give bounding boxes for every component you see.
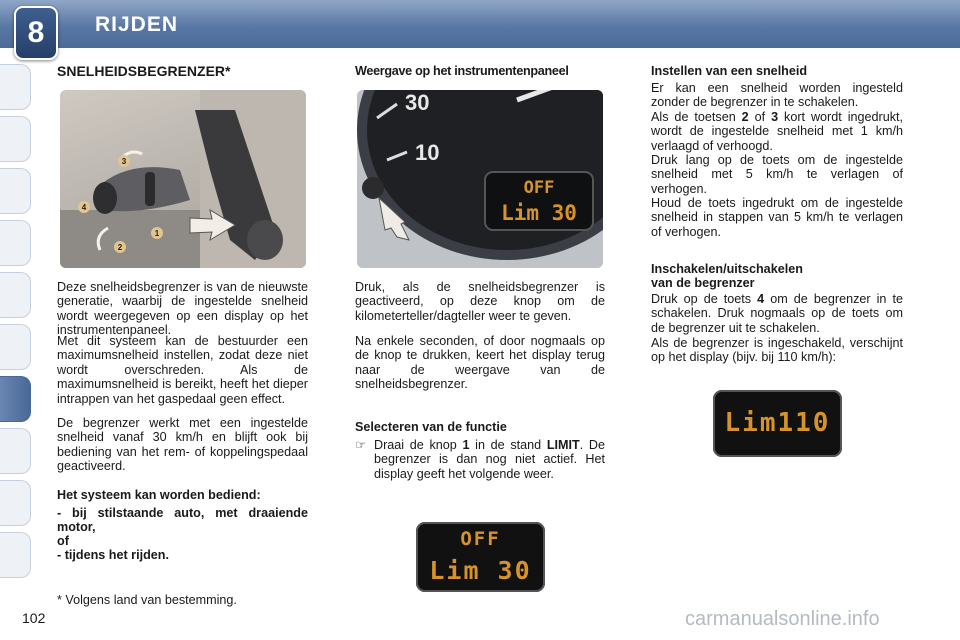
section-title-speed-limiter: SNELHEIDSBEGRENZER* xyxy=(57,63,231,79)
set-speed-p2-mid: of xyxy=(748,110,772,124)
steering-stalk-illustration xyxy=(60,90,306,268)
active-display-paragraph: Als de begrenzer is ingeschakeld, verschijnt op het display (bijv. bij 110 km/h): xyxy=(651,336,903,365)
display-paragraph-1: Druk, als de snelheidsbegrenzer is geactiveerd, op deze knop om de kilometerteller/dagteller weer te geven. xyxy=(355,280,605,323)
watermark: carmanualsonline.info xyxy=(685,608,880,630)
footnote: * Volgens land van bestemming. xyxy=(57,593,237,607)
chapter-tab-3[interactable] xyxy=(0,168,31,214)
select-limit: LIMIT xyxy=(546,438,580,452)
key-4: 4 xyxy=(757,292,765,306)
callout-4-label: 4 xyxy=(81,203,87,212)
select-pre: Draai de knop xyxy=(374,438,463,452)
set-speed-paragraph-2 xyxy=(651,110,903,153)
enable-disable-title-1: Inschakelen/uitschakelen xyxy=(651,262,803,276)
gauge-label-30: 30 xyxy=(405,90,430,115)
select-post: . De begrenzer is dan nog niet actief. Het display geeft het volgende weer. xyxy=(374,438,605,481)
chapter-tab-8-active[interactable] xyxy=(0,376,31,422)
chapter-tab-9[interactable] xyxy=(0,428,31,474)
enable-post: om de begrenzer in te schakelen. Druk nogmaals op de toets om de begrenzer uit te schakelen. xyxy=(651,292,903,335)
display-lim110 xyxy=(713,390,842,457)
chapter-tab-10[interactable] xyxy=(0,480,31,526)
select-mid: in de stand xyxy=(469,438,547,452)
set-speed-paragraph-4: Houd de toets ingedrukt om de ingestelde snelheid in stappen van 5 km/h te verlagen of verhogen. xyxy=(651,196,903,239)
set-speed-title: Instellen van een snelheid xyxy=(651,64,808,78)
limiter-range-paragraph: De begrenzer werkt met een ingestelde snelheid vanaf 30 km/h en blijft ook bij bediening van het rem- of koppelingspedaal geactiveerd. xyxy=(57,416,308,474)
small-display-top: OFF xyxy=(460,528,501,550)
callout-3-label: 3 xyxy=(121,157,127,166)
chapter-tabs xyxy=(0,60,34,580)
small-display-bottom: Lim 30 xyxy=(429,556,532,585)
select-function-instruction xyxy=(355,438,605,481)
display-off-lim30 xyxy=(416,522,545,592)
chapter-title: RIJDEN xyxy=(95,13,179,36)
operation-driving: - tijdens het rijden. xyxy=(57,548,169,562)
panel-display-top: OFF xyxy=(523,178,555,198)
page-number: 102 xyxy=(22,610,46,626)
chapter-tab-5[interactable] xyxy=(0,272,31,318)
intro-paragraph: Deze snelheidsbegrenzer is van de nieuwste generatie, waarbij de ingestelde snelheid wordt weergegeven op een display op het instrumentenpaneel. xyxy=(57,280,308,338)
set-speed-p2-post: kort wordt ingedrukt, wordt de ingestelde snelheid met 1 km/h verlaagd of verhoogd. xyxy=(651,110,904,153)
instrument-panel-illustration xyxy=(357,90,603,268)
system-paragraph: Met dit systeem kan de bestuurder een maximumsnelheid instellen, zodat deze niet wordt overschreden. Als de maximumsnelheid is bereikt, heeft het dieper intrappen van het gaspedaal geen effect. xyxy=(57,334,308,406)
select-knob-number: 1 xyxy=(462,438,470,452)
chapter-header xyxy=(0,0,960,48)
chapter-tab-4[interactable] xyxy=(0,220,31,266)
pointing-hand-icon: ☞ xyxy=(355,438,367,452)
panel-display-bottom: Lim 30 xyxy=(501,201,577,225)
display-paragraph-2: Na enkele seconden, of door nogmaals op de knop te drukken, keert het display terug naar de weergave van de snelheidsbegrenzer. xyxy=(355,334,605,392)
gauge-label-10: 10 xyxy=(415,140,440,165)
steering-stalk-photo xyxy=(60,90,306,268)
set-speed-paragraph-1: Er kan een snelheid worden ingesteld zonder de begrenzer in te schakelen. xyxy=(651,81,903,110)
chapter-tab-2[interactable] xyxy=(0,116,31,162)
operation-or: of xyxy=(57,534,69,548)
chapter-tab-6[interactable] xyxy=(0,324,31,370)
operation-title: Het systeem kan worden bediend: xyxy=(57,488,261,502)
callout-1-label: 1 xyxy=(154,229,160,238)
key-2: 2 xyxy=(741,110,749,124)
callout-2-label: 2 xyxy=(117,243,123,252)
set-speed-p2-pre: Als de toetsen xyxy=(651,110,742,124)
enable-disable-title-2: van de begrenzer xyxy=(651,276,755,290)
chapter-tab-1[interactable] xyxy=(0,64,31,110)
chapter-number-badge xyxy=(14,6,58,60)
enable-pre: Druk op de toets xyxy=(651,292,758,306)
instrument-panel-photo xyxy=(357,90,603,268)
active-display-value: Lim110 xyxy=(724,408,831,438)
set-speed-paragraph-3: Druk lang op de toets om de ingestelde snelheid met 5 km/h te verlagen of verhogen. xyxy=(651,153,903,196)
enable-disable-paragraph xyxy=(651,292,903,335)
key-3: 3 xyxy=(771,110,779,124)
section-title-display: Weergave op het instrumentenpaneel xyxy=(355,64,569,78)
chapter-tab-11[interactable] xyxy=(0,532,31,578)
chapter-number: 8 xyxy=(27,16,45,49)
select-function-title: Selecteren van de functie xyxy=(355,420,507,434)
operation-stationary: - bij stilstaande auto, met draaiende motor, xyxy=(57,506,308,535)
